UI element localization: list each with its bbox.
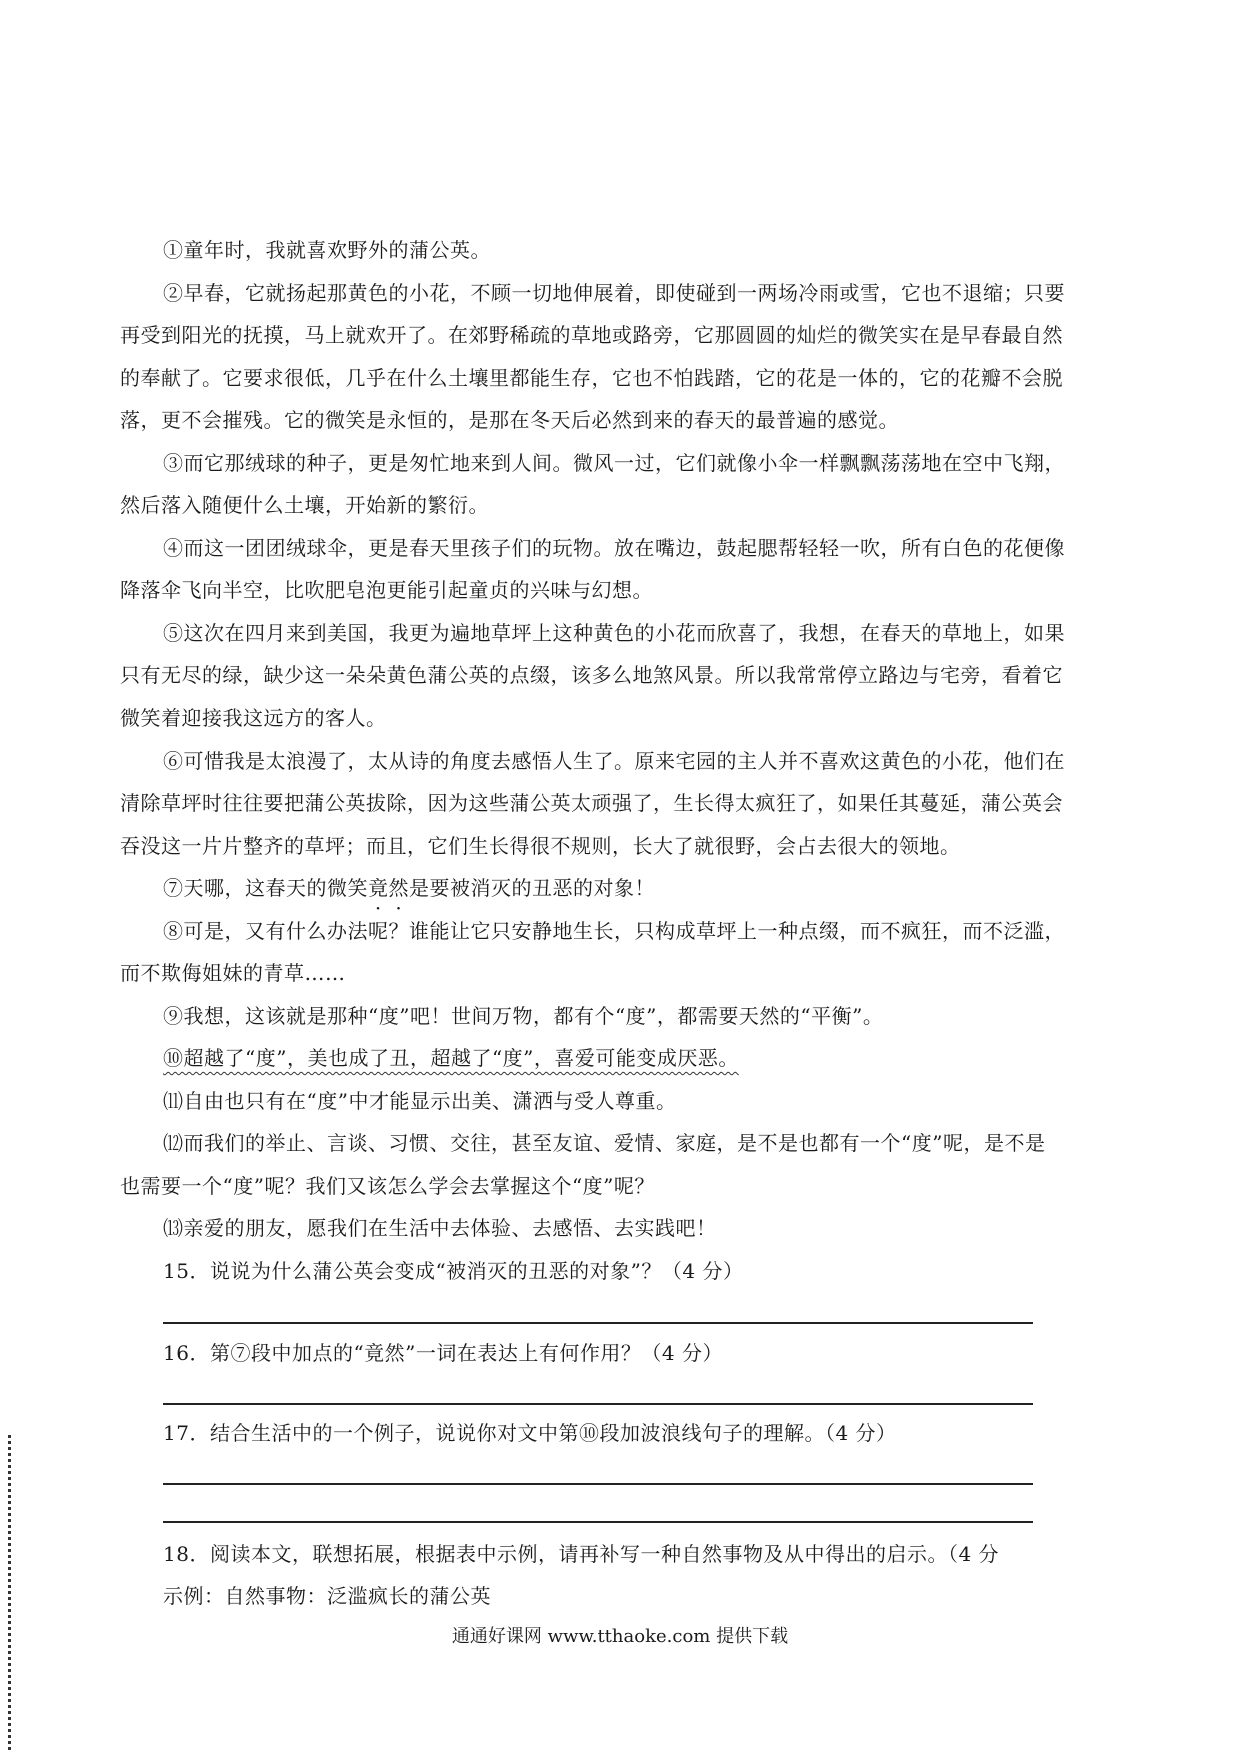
paragraph-9: ⑨我想，这该就是那种“度”吧！世间万物，都有个“度”，都需要天然的“平衡”。: [163, 1004, 884, 1028]
question-18: 18．阅读本文，联想拓展，根据表中示例，请再补写一种自然事物及从中得出的启示。（4 分: [163, 1542, 1000, 1566]
emphasis-dot-char-2: 然: [388, 876, 409, 900]
paragraph-7-start: ⑦天哪，这春天的微笑: [163, 876, 368, 900]
question-18-example: 示例：自然事物：泛滥疯长的蒲公英: [163, 1584, 491, 1608]
paragraph-12-line-1: ⑿而我们的举止、言谈、习惯、交往，甚至友谊、爱情、家庭，是不是也都有一个“度”呢，是不是: [163, 1131, 1046, 1155]
question-16: 16．第⑦段中加点的“竟然”一词在表达上有何作用？（4 分）: [163, 1341, 723, 1365]
paragraph-4-line-2: 降落伞飞向半空，比吹肥皂泡更能引起童贞的兴味与幻想。: [120, 578, 653, 602]
paragraph-8-line-1: ⑧可是，又有什么办法呢？谁能让它只安静地生长，只构成草坪上一种点缀，而不疯狂，而不泛滥，: [163, 919, 1065, 943]
paragraph-3-line-2: 然后落入随便什么土壤，开始新的繁衍。: [120, 493, 489, 517]
emphasis-dot-char-1: 竟: [368, 876, 389, 900]
paragraph-2-line-1: ②早春，它就扬起那黄色的小花，不顾一切地伸展着，即使碰到一两场冷雨或雪，它也不退缩；只要: [163, 281, 1065, 305]
paragraph-8-line-2: 而不欺侮姐妹的青草……: [120, 961, 346, 985]
paragraph-5-line-2: 只有无尽的绿，缺少这一朵朵黄色蒲公英的点缀，该多么地煞风景。所以我常常停立路边与宅旁，看着它: [120, 663, 1063, 687]
paragraph-2-line-3: 的奉献了。它要求很低，几乎在什么土壤里都能生存，它也不怕践踏，它的花是一体的，它的花瓣不会脱: [120, 366, 1063, 390]
paragraph-6-line-3: 吞没这一片片整齐的草坪；而且，它们生长得很不规则，长大了就很野，会占去很大的领地。: [120, 834, 961, 858]
answer-line-17-a[interactable]: [163, 1483, 1033, 1485]
answer-line-16[interactable]: [163, 1403, 1033, 1405]
paragraph-1: ①童年时，我就喜欢野外的蒲公英。: [163, 238, 491, 262]
paragraph-12-line-2: 也需要一个“度”呢？我们又该怎么学会去掌握这个“度”呢？: [120, 1174, 655, 1198]
paragraph-6-line-1: ⑥可惜我是太浪漫了，太从诗的角度去感悟人生了。原来宅园的主人并不喜欢这黄色的小花，他们在: [163, 749, 1065, 773]
paragraph-4-line-1: ④而这一团团绒球伞，更是春天里孩子们的玩物。放在嘴边，鼓起腮帮轻轻一吹，所有白色的花便像: [163, 536, 1065, 560]
paragraph-10-wavy: ⑩超越了“度”，美也成了丑，超越了“度”，喜爱可能变成厌恶。: [163, 1046, 739, 1070]
page-footer: 通通好课网 www.tthaoke.com 提供下载: [451, 1626, 789, 1647]
paragraph-5-line-3: 微笑着迎接我这远方的客人。: [120, 706, 387, 730]
paragraph-6-line-2: 清除草坪时往往要把蒲公英拔除，因为这些蒲公英太顽强了，生长得太疯狂了，如果任其蔓延，蒲公英会: [120, 791, 1063, 815]
paragraph-3-line-1: ③而它那绒球的种子，更是匆忙地来到人间。微风一过，它们就像小伞一样飘飘荡荡地在空中飞翔，: [163, 451, 1065, 475]
question-15: 15．说说为什么蒲公英会变成“被消灭的丑恶的对象”？（4 分）: [163, 1259, 744, 1283]
paragraph-2-line-2: 再受到阳光的抚摸，马上就欢开了。在郊野稀疏的草地或路旁，它那圆圆的灿烂的微笑实在是早春最自然: [120, 323, 1063, 347]
answer-line-17-b[interactable]: [163, 1521, 1033, 1523]
paragraph-7-end: 是要被消灭的丑恶的对象！: [409, 876, 655, 900]
paragraph-5-line-1: ⑤这次在四月来到美国，我更为遍地草坪上这种黄色的小花而欣喜了，我想，在春天的草地上，如果: [163, 621, 1065, 645]
paragraph-2-line-4: 落，更不会摧残。它的微笑是永恒的，是那在冬天后必然到来的春天的最普遍的感觉。: [120, 408, 899, 432]
question-17: 17．结合生活中的一个例子，说说你对文中第⑩段加波浪线句子的理解。（4 分）: [163, 1421, 897, 1445]
paragraph-11: ⑾自由也只有在“度”中才能显示出美、潇洒与受人尊重。: [163, 1089, 677, 1113]
answer-line-15[interactable]: [163, 1322, 1033, 1324]
paragraph-7: [163, 874, 655, 902]
paragraph-13: ⒀亲爱的朋友，愿我们在生活中去体验、去感悟、去实践吧！: [163, 1216, 717, 1240]
